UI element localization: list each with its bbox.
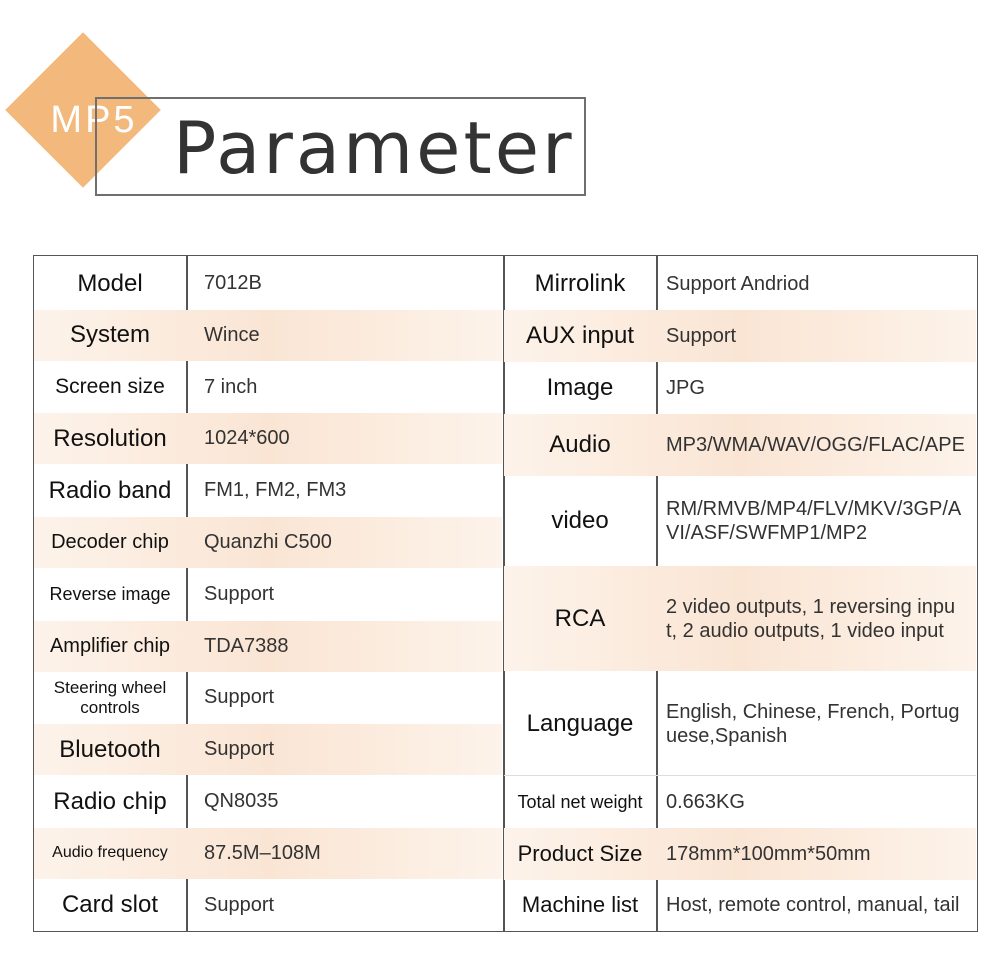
table-row [504,671,976,776]
param-value: 1024*600 [204,427,290,450]
page-title: Parameter [173,106,575,190]
param-value: Host, remote control, manual, tail [666,894,960,916]
param-label: Resolution [53,424,167,452]
param-value: 7012B [204,272,262,294]
param-value: QN8035 [204,790,279,812]
param-label: Audio [549,431,611,458]
table-row [504,828,976,880]
param-value: Support Andriod [666,273,810,295]
param-value: 0.663KG [666,791,745,813]
param-value: JPG [666,377,705,399]
param-value: 2 video outputs, 1 reversing input, 2 audio outputs, 1 video input [666,595,956,642]
param-label: Language [526,709,634,737]
table-row [34,362,502,413]
param-label: Card slot [61,891,159,919]
param-label: Audio frequency [52,844,168,862]
table-row [504,776,976,828]
table-row [504,880,976,930]
table-row [34,465,502,516]
param-label: Image [546,374,614,401]
table-row [34,569,502,620]
table-row [34,828,502,879]
param-label: video [551,507,609,534]
table-row [34,724,502,775]
param-label: Product Size [517,841,643,866]
param-label: Radio chip [53,787,167,815]
param-label: Steering wheel controls [53,677,167,717]
param-value: Support [204,738,275,761]
param-value: English, Chinese, French, Portuguese,Spanish [666,700,960,747]
table-row [504,566,976,671]
table-row [34,880,502,931]
badge-label: MP5 [50,99,138,141]
table-row [34,776,502,827]
parameter-table [33,255,978,932]
param-label: Amplifier chip [49,634,171,657]
param-label: Total net weight [517,791,643,812]
table-row [504,258,976,310]
param-label: System [69,321,150,349]
table-row [504,414,976,476]
table-row [34,310,502,361]
param-label: Machine list [521,892,639,917]
param-value: TDA7388 [204,634,289,657]
row-separator [504,775,976,776]
param-label: Reverse image [49,583,171,604]
param-value: Wince [204,323,260,346]
param-value: RM/RMVB/MP4/FLV/MKV/3GP/AVI/ASF/SWFMP1/MP2 [666,498,962,544]
param-value: Support [204,686,275,709]
table-row [34,413,502,464]
param-value: 87.5M–108M [204,841,321,864]
table-row [504,476,976,566]
table-row [34,517,502,568]
table-row [34,258,502,309]
param-value: Support [204,582,275,605]
param-value: MP3/WMA/WAV/OGG/FLAC/APE [666,434,965,456]
param-label: Model [77,269,143,297]
param-label: Screen size [55,375,165,399]
param-value: 7 inch [204,375,258,398]
table-row [34,621,502,672]
param-label: RCA [554,604,606,632]
table-row [504,362,976,414]
table-row [34,672,502,723]
table-row [504,310,976,362]
param-value: Support [204,893,275,916]
param-label: Mirrolink [534,270,626,297]
param-value: 178mm*100mm*50mm [666,843,871,865]
param-label: Radio band [48,476,172,504]
param-value: Support [666,325,737,347]
param-value: FM1, FM2, FM3 [204,479,347,502]
param-label: Bluetooth [59,735,161,763]
param-label: Decoder chip [51,531,169,553]
param-label: AUX input [525,322,635,349]
param-value: Quanzhi C500 [204,531,332,553]
